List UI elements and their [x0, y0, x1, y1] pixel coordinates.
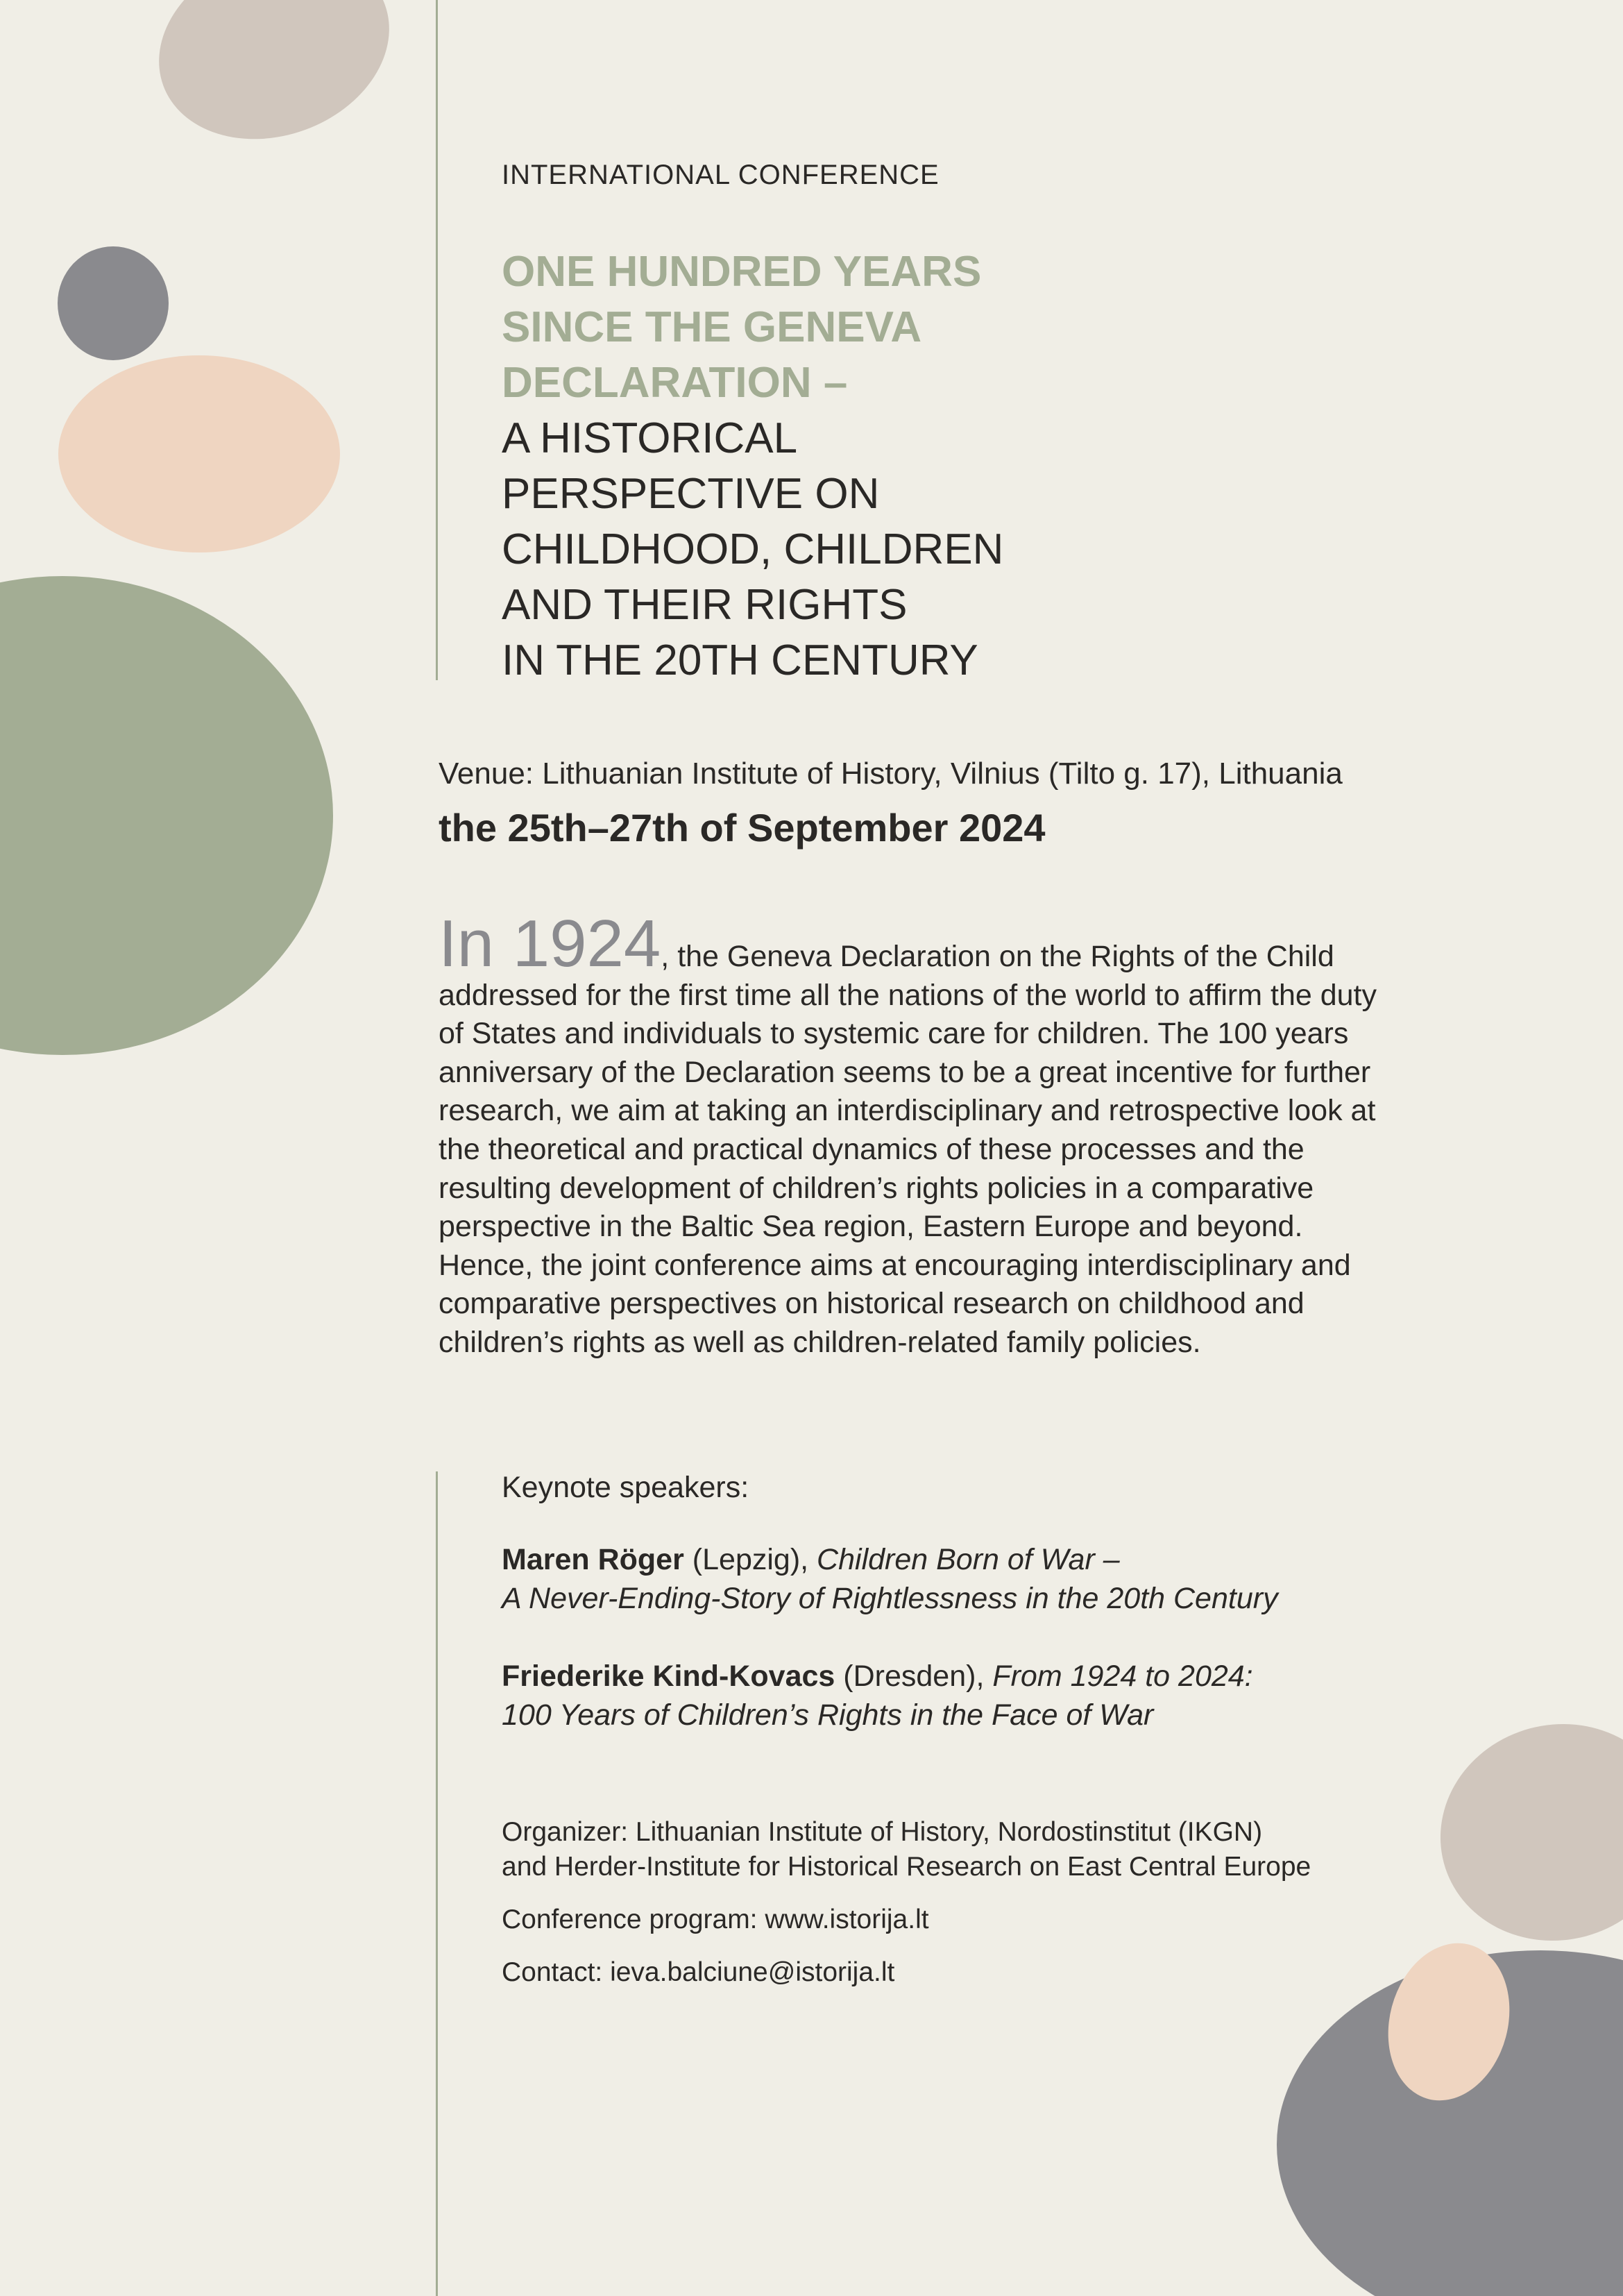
speaker-place: (Lepzig), [683, 1543, 817, 1576]
talk-title-cont: A Never-Ending-Story of Rightlessness in the 20th Century [502, 1582, 1278, 1615]
speaker-entry [502, 1540, 1404, 1618]
title-main-line: IN THE 20TH CENTURY [502, 636, 978, 684]
speaker-entry [502, 1657, 1404, 1734]
contact-email[interactable]: Contact: ieva.balciune@istorija.lt [502, 1957, 895, 1987]
blob-taupe-top [133, 0, 416, 170]
title-main-line: AND THEIR RIGHTS [502, 581, 908, 629]
intro-text: , the Geneva Declaration on the Rights of the Child addressed for the first time all the nations of the world to affirm the duty of States and individuals to systemic care for children. The 100 years anniversary of the Declaration seems to be a great incentive for further research, we aim at taking an interdisciplinary and retrospective look at the theoretical and practical dynamics of these processes and the resulting development of children’s rights policies in a comparative perspective in the Baltic Sea region, Eastern Europe and beyond. Hence, the joint conference aims at encouraging interdisciplinary and comparative perspectives on historical research on childhood and children’s rights as well as children-related family policies. [439, 940, 1377, 1359]
program-link[interactable]: Conference program: www.istorija.lt [502, 1905, 929, 1934]
conference-eyebrow: INTERNATIONAL CONFERENCE [502, 160, 940, 190]
conference-dates: the 25th–27th of September 2024 [439, 806, 1046, 850]
blob-green-large [0, 576, 333, 1055]
speaker-name: Maren Röger [502, 1543, 684, 1576]
speaker-name: Friederike Kind-Kovacs [502, 1660, 835, 1693]
keynote-section [502, 1468, 1404, 1773]
blob-gray-small [58, 246, 169, 360]
title-accent-line: DECLARATION – [502, 359, 848, 407]
info-section [502, 1815, 1404, 2008]
blob-peach-left [58, 355, 340, 552]
divider-line-bottom [436, 1471, 438, 2296]
conference-title [502, 244, 1300, 689]
talk-title: From 1924 to 2024: [992, 1660, 1253, 1693]
speaker-place: (Dresden), [835, 1660, 993, 1693]
organizer [502, 1815, 1404, 1884]
title-main-line: PERSPECTIVE ON [502, 470, 880, 518]
title-accent-line: SINCE THE GENEVA [502, 303, 922, 351]
title-accent-line: ONE HUNDRED YEARS [502, 248, 982, 296]
title-main-line: CHILDHOOD, CHILDREN [502, 525, 1004, 573]
intro-lead: In 1924 [439, 906, 661, 981]
organizer-line: Organizer: Lithuanian Institute of History, Nordostinstitut (IKGN) [502, 1817, 1263, 1847]
venue-text: Venue: Lithuanian Institute of History, Vilnius (Tilto g. 17), Lithuania [439, 757, 1343, 791]
blob-taupe-bottom [1416, 1698, 1623, 1966]
talk-title: Children Born of War – [817, 1543, 1120, 1576]
title-main-line: A HISTORICAL [502, 414, 798, 462]
keynote-heading: Keynote speakers: [502, 1471, 749, 1504]
organizer-line: and Herder-Institute for Historical Research on East Central Europe [502, 1852, 1311, 1882]
divider-line-top [436, 0, 438, 680]
title-main [502, 411, 1300, 689]
talk-title-cont: 100 Years of Children’s Rights in the Face of War [502, 1698, 1154, 1732]
title-accent [502, 244, 1300, 411]
intro-paragraph [439, 906, 1403, 1362]
